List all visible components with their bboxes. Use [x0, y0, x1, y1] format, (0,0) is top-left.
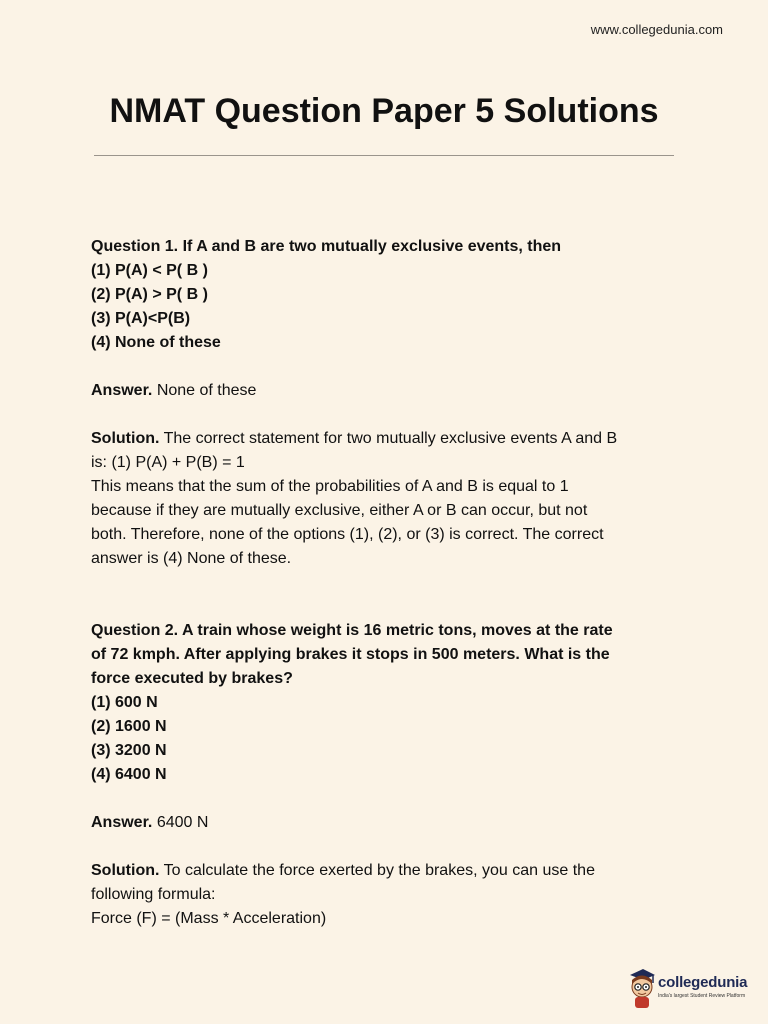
answer-value: None of these	[156, 382, 257, 399]
mascot-icon	[626, 966, 656, 1010]
question-2-option-2: (2) 1600 N	[91, 718, 167, 735]
question-1-solution-line: This means that the sum of the probabilities of A and B is equal to 1	[91, 478, 569, 495]
logo-tagline: India's largest Student Review Platform	[658, 993, 746, 999]
question-2-text-line: Question 2. A train whose weight is 16 metric tons, moves at the rate	[91, 622, 613, 639]
question-2-solution-line: Force (F) = (Mass * Acceleration)	[91, 910, 327, 927]
question-1-solution-line	[91, 427, 681, 451]
question-1-option-4: (4) None of these	[91, 334, 221, 351]
question-2-solution-line: following formula:	[91, 886, 216, 903]
question-1-option-3: (3) P(A)<P(B)	[91, 310, 191, 327]
question-2-text-line: of 72 kmph. After applying brakes it stops in 500 meters. What is the	[91, 646, 610, 663]
solution-label: Solution.	[91, 862, 160, 879]
question-2-option-3: (3) 3200 N	[91, 742, 167, 759]
solution-label: Solution.	[91, 430, 160, 447]
question-2-solution-line	[91, 859, 681, 883]
collegedunia-logo[interactable]	[626, 966, 756, 1012]
answer-label: Answer.	[91, 814, 153, 831]
question-1-solution-line: because if they are mutually exclusive, either A or B can occur, but not	[91, 502, 588, 519]
document-body	[91, 235, 681, 931]
question-2-answer	[91, 811, 681, 835]
question-1	[91, 235, 681, 571]
solution-text: The correct statement for two mutually exclusive events A and B	[163, 430, 618, 447]
question-2-option-4: (4) 6400 N	[91, 766, 167, 783]
question-1-text: Question 1. If A and B are two mutually exclusive events, then	[91, 238, 562, 255]
title-divider	[94, 155, 674, 156]
question-1-solution-line: answer is (4) None of these.	[91, 550, 292, 567]
question-2-option-1: (1) 600 N	[91, 694, 158, 711]
page-title: NMAT Question Paper 5 Solutions	[109, 92, 659, 130]
question-1-solution-line: both. Therefore, none of the options (1), (2), or (3) is correct. The correct	[91, 526, 604, 543]
question-1-option-2: (2) P(A) > P( B )	[91, 286, 208, 303]
question-1-answer	[91, 379, 681, 403]
answer-value: 6400 N	[156, 814, 209, 831]
site-url[interactable]: www.collegedunia.com	[590, 22, 723, 37]
question-1-option-1: (1) P(A) < P( B )	[91, 262, 208, 279]
logo-text: collegedunia	[658, 974, 748, 991]
answer-label: Answer.	[91, 382, 153, 399]
solution-text: To calculate the force exerted by the brakes, you can use the	[163, 862, 595, 879]
question-2	[91, 619, 681, 931]
question-2-text-line: force executed by brakes?	[91, 670, 293, 687]
question-1-solution-line: is: (1) P(A) + P(B) = 1	[91, 454, 245, 471]
